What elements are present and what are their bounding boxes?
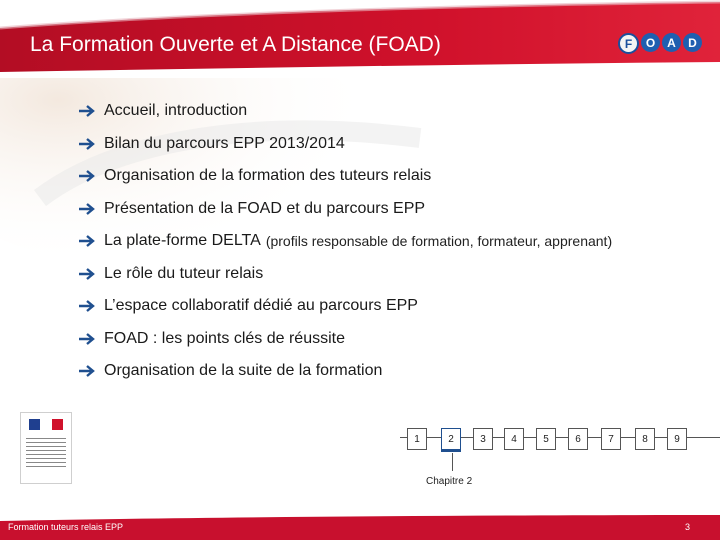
agenda-item-espace[interactable] <box>78 290 612 323</box>
agenda-item-presentation[interactable] <box>78 193 612 226</box>
agenda-item-role[interactable] <box>78 258 612 291</box>
right-arrow-icon <box>78 268 96 280</box>
chapter-step-2[interactable]: 2 <box>441 428 461 450</box>
chapter-step-8[interactable]: 8 <box>635 428 655 450</box>
agenda-item-label: Bilan du parcours EPP 2013/2014 <box>104 134 345 152</box>
logo-letter-o: O <box>641 33 660 52</box>
agenda-item-label: L’espace collaboratif dédié au parcours EPP <box>104 297 418 315</box>
chapter-step-1[interactable]: 1 <box>407 428 427 450</box>
agenda-item-bilan[interactable] <box>78 128 612 161</box>
chapter-progress <box>400 425 720 453</box>
right-arrow-icon <box>78 138 96 150</box>
agenda-item-note: (profils responsable de formation, formateur, apprenant) <box>265 233 613 250</box>
chapter-step-4[interactable]: 4 <box>504 428 524 450</box>
agenda-item-label: Accueil, introduction <box>104 102 248 120</box>
agenda-item-organisation[interactable] <box>78 160 612 193</box>
logo-letter-d: D <box>683 33 702 52</box>
right-arrow-icon <box>78 203 96 215</box>
agenda-item-label: FOAD : les points clés de réussite <box>104 329 345 347</box>
page-number: 3 <box>684 522 690 532</box>
agenda-item-points-cles[interactable] <box>78 323 612 356</box>
right-arrow-icon <box>78 105 96 117</box>
ministry-text-lines <box>26 435 66 470</box>
chapter-step-6[interactable]: 6 <box>568 428 588 450</box>
logo-letter-f: F <box>618 33 639 54</box>
chapter-connector <box>452 453 453 471</box>
ministry-logo <box>20 412 72 484</box>
header-banner <box>0 0 720 78</box>
chapter-step-5[interactable]: 5 <box>536 428 556 450</box>
flag-icon <box>29 419 63 430</box>
chapter-step-3[interactable]: 3 <box>473 428 493 450</box>
chapter-step-9[interactable]: 9 <box>667 428 687 450</box>
page-title: La Formation Ouverte et A Distance (FOAD) <box>30 33 441 56</box>
agenda-item-label: Le rôle du tuteur relais <box>104 264 264 282</box>
agenda-item-plateforme[interactable] <box>78 225 612 258</box>
agenda-item-suite[interactable] <box>78 355 612 388</box>
agenda-item-label: Organisation de la suite de la formation <box>104 362 383 380</box>
right-arrow-icon <box>78 300 96 312</box>
foad-logo <box>618 33 702 54</box>
right-arrow-icon <box>78 333 96 345</box>
right-arrow-icon <box>78 235 96 247</box>
chapter-step-7[interactable]: 7 <box>601 428 621 450</box>
agenda-item-label: Organisation de la formation des tuteurs relais <box>104 167 432 185</box>
agenda-item-accueil[interactable] <box>78 95 612 128</box>
logo-letter-a: A <box>662 33 681 52</box>
agenda-item-label: Présentation de la FOAD et du parcours EPP <box>104 199 426 217</box>
chapter-label: Chapitre 2 <box>426 476 473 487</box>
agenda-list <box>78 95 612 388</box>
agenda-item-label: La plate-forme DELTA <box>104 232 261 250</box>
right-arrow-icon <box>78 170 96 182</box>
right-arrow-icon <box>78 365 96 377</box>
footer-course-name: Formation tuteurs relais EPP <box>8 522 124 532</box>
